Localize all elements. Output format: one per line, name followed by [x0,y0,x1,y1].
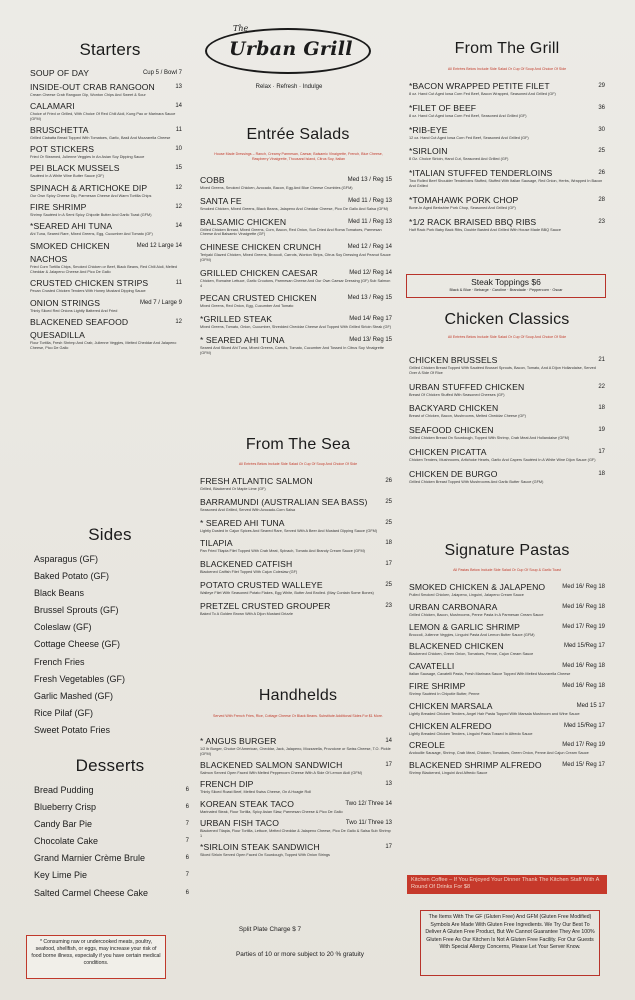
item-desc: Blackened Chicken, Green Onion, Tomatoes, Penne, Cajun Cream Sauce [409,652,534,657]
item-name: *SEARED AHI TUNA [30,221,113,232]
menu-item [30,317,182,327]
dessert-price: 6 [185,889,189,896]
item-price: 14 [175,102,182,109]
item-name: CHICKEN MARSALA [409,700,493,711]
item-price: 12 [175,184,182,191]
item-desc: 8 oz. Hand Cut Aged Iowa Corn Fed Beef, Seasoned And Grilled (GF) [409,113,527,118]
item-price: Med 15/Reg 17 [563,643,605,650]
item-name: FRENCH DIP [200,779,254,790]
side-item: Asparagus (GF) [34,554,99,564]
item-name: LEMON & GARLIC SHRIMP [409,621,520,632]
item-price: 17 [385,762,392,769]
dessert-name: Chocolate Cake [34,836,99,847]
handhelds-title: Handhelds [258,687,338,704]
dessert-name: Salted Carmel Cheese Cake [34,887,149,898]
side-item: Baked Potato (GF) [34,571,110,582]
side-item: Rice Pilaf (GF) [34,707,94,718]
menu-item [30,144,182,160]
menu-item [30,221,182,237]
item-name: SMOKED CHICKEN & JALAPENO [409,582,546,592]
item-name: BACKYARD CHICKEN [409,403,499,414]
item-price: Med 16/ Reg 18 [562,682,605,689]
menu-item [200,518,392,534]
item-name: BRUSCHETTA [30,124,89,135]
side-item: Coleslaw (GF) [34,622,92,633]
item-name: *1/2 RACK BRAISED BBQ RIBS [409,216,537,227]
item-name: *SIRLOIN STEAK SANDWICH [200,842,320,853]
item-price: 10 [175,146,182,153]
item-name: URBAN CARBONARA [409,601,498,612]
item-price: 11 [175,280,182,287]
item-desc: Lightly Breaded Chicken Tenders, Angel Hair Pasta Topped With Marsala Mushroom and Wine Sauce [409,711,580,716]
item-price: 26 [598,170,605,177]
logo-the: The [233,24,249,33]
item-price: 14 [385,738,392,744]
side-item: Black Beans [34,588,85,599]
from-the-grill-title: From The Grill [454,40,560,57]
item-name: SOUP OF DAY [30,68,90,78]
item-name: QUESADILLA [30,330,85,341]
item-desc: Fried Corn Tortilla Chips, Smoked Chicken or Beef, Black Beans, Red Chili Aioli, Melted Cheddar & Jalapeno Cheese And Pico De Gallo [30,265,178,274]
urban-grill-logo [205,22,373,86]
item-desc: Our Own Spicy Cheese Dip, Parmesan Cheese And Warm Tortilla Chips [30,193,152,198]
menu-item [200,760,392,776]
from-the-grill-note: All Entrées Below Include Side Salad Or Cup Of Soup And Choice Of Side [447,67,567,71]
item-name: SPINACH & ARTICHOKE DIP [30,182,148,193]
dessert-name: Blueberry Crisp [34,802,97,813]
item-desc: Blackened Catfish Filet Topped With Cajun Coleslaw (GF) [200,570,298,575]
item-desc: Broccoli, Julienne Veggies, Linguini Pasta And Lemon Butter Sauce (GFM) [409,632,535,637]
menu-item [409,740,605,756]
item-price: 25 [385,498,392,505]
menu-item [200,293,392,309]
item-name: CALAMARI [30,100,75,111]
menu-item [409,125,605,141]
item-name: *FILET OF BEEF [409,102,477,113]
item-price: 25 [385,519,392,526]
item-price: 25 [385,581,392,588]
menu-item [409,168,605,189]
item-name: *ITALIAN STUFFED TENDERLOINS [409,168,553,179]
menu-item [409,701,605,717]
menu-item [409,403,605,419]
item-price: 36 [598,104,605,111]
item-desc: Bone-In Aged Berkshire Pork Chop, Seasoned And Grilled (GF) [409,205,516,210]
item-name: CREOLE [409,740,445,751]
item-desc: Marinated Steak, Flour Tortilla, Spicy Asian Slaw, Parmesan Cheese & Pico De Gallo [200,809,343,814]
side-item: Brussel Sprouts (GF) [34,605,119,616]
item-name: *GRILLED STEAK [200,314,273,325]
item-name: CHICKEN ALFREDO [409,720,492,731]
item-desc: Seasoned And Grilled, Served With Avocado-Corn Salsa [200,507,296,512]
item-price: 18 [385,540,392,547]
item-name: URBAN STUFFED CHICKEN [409,381,525,392]
menu-item [200,580,392,596]
item-price: 17 [598,448,605,455]
handhelds-note: Served With French Fries, Rice, Cottage Cheese Or Black Beans. Substitute Additional Sides For $1 More. [213,714,383,718]
gratuity-note: Parties of 10 or more subject to 20 % gratuity [236,951,364,958]
item-price: 23 [385,602,392,609]
menu-item [409,760,605,776]
menu-item [200,538,392,554]
item-price: Med 11 / Reg 13 [348,197,392,204]
menu-item [409,382,605,398]
menu-item [200,314,392,330]
item-desc: Flour Tortilla, Fresh Shrimp And Crab, Julienne Veggies, Melted Cheddar And Jalapeno Cheese, Pico De Gallo [30,341,177,351]
menu-item [200,476,392,492]
menu-item [409,661,605,677]
signature-pastas-note: All Pastas Below Include Side Salad Or Cup Of Soup & Garlic Toast [453,568,561,572]
side-item: Sweet Potato Fries [34,724,111,735]
item-name: CHINESE CHICKEN CRUNCH [200,242,322,253]
item-name: * SEARED AHI TUNA [200,334,285,345]
dessert-price: 6 [185,855,189,862]
consumer-advisory-note: * Consuming raw or undercooked meats, poultry, seafood, shellfish, or eggs, may increase your risk of food borne illness, especially if you have certain medical conditions. [26,935,166,979]
item-name: CRUSTED CHICKEN STRIPS [30,278,149,289]
item-price: 17 [385,561,392,568]
menu-item [200,842,392,858]
item-price: Med 17/ Reg 19 [562,742,605,749]
sides-list [34,551,184,739]
item-desc: Teriyaki Glazed Chicken, Mixed Greens, Broccoli, Carrots, Wonton Strips, Citrus Soy Dressing And Peanut Sauce (GFM) [200,253,391,262]
entree-salads-note: House Made Dressings – Ranch, Creamy Parmesan, Caesar, Balsamic Vinaigrette, French, Blue Cheese, Raspberry Vinaigrette, Thousand Island, Citrus Soy, Italian [214,152,383,161]
item-price: Med 11 / Reg 13 [348,218,392,225]
menu-item [30,82,182,98]
steak-toppings-desc: Black & Blue · Bebarge · Caroline · Brandade · Peppercorn · Oscar [449,288,563,292]
item-name: INSIDE-OUT CRAB RANGOON [30,81,155,92]
dessert-item [34,885,189,902]
menu-item [200,818,392,839]
split-plate-charge: Split Plate Charge $ 7 [238,926,302,933]
dessert-name: Candy Bar Pie [34,819,93,830]
menu-item [30,183,182,199]
item-name: CAVATELLI [409,661,455,672]
item-desc: Grilled, Blackened Or Maple Lime (GF) [200,487,266,491]
item-price: 17 [385,844,392,851]
from-the-sea-note: All Entrées Below Include Side Salad Or Cup Of Soup And Choice Of Side [238,462,358,466]
menu-item [30,330,182,351]
item-desc: Thinly Sliced Red Onions Lightly Battered And Fried [30,308,118,313]
item-name: *RIB-EYE [409,124,448,135]
item-desc: Sautéed In A White Wine Butter Sauce (GF) [30,174,104,179]
item-name: * ANGUS BURGER [200,736,277,746]
item-name: *TOMAHAWK PORK CHOP [409,194,519,205]
menu-item [200,799,392,815]
item-price: 14 [175,223,182,230]
item-price: Med 12 / Reg 14 [347,244,392,251]
menu-item [30,298,182,314]
menu-item [30,101,182,122]
item-price: Med 7 / Large 9 [139,299,182,306]
menu-item [30,68,182,78]
menu-item [30,202,182,218]
item-desc: Pecan Crusted Chicken Tenders With Honey Mustard Dipping Sauce [30,289,146,294]
item-name: KOREAN STEAK TACO [200,798,295,809]
side-item: Cottage Cheese (GF) [34,639,121,650]
menu-item [200,601,392,617]
menu-item [200,497,392,513]
menu-item [409,622,605,638]
item-price: Med 13 / Reg 15 [347,177,392,183]
starters-title: Starters [79,40,141,59]
grill-list [409,81,605,238]
item-price: Med 16/ Reg 18 [562,603,605,610]
chicken-list [409,355,605,491]
menu-item [200,196,392,212]
from-the-sea-title: From The Sea [245,436,351,453]
item-desc: Walleye Filet With Seasoned Potato Flakes, Egg White, Butter And Broiled. (May Contain Some Bones) [200,590,374,595]
item-price: Two 11/ Three 13 [345,819,392,826]
item-price: Med 16/ Reg 18 [562,584,605,590]
item-name: FIRE SHRIMP [409,680,466,691]
item-desc: Breast of Chicken, Bacon, Mushrooms, Melted Cheddar Cheese (GF) [409,414,526,419]
menu-item [409,355,605,376]
item-price: 13 [385,781,392,788]
menu-item [200,736,392,757]
item-desc: Italian Sausage, Cavatelli Pasta, Fresh Marinara Sauce Topped With Melted Mozzarella Cheese [409,672,571,677]
kitchen-coffee-banner: Kitchen Coffee – If You Enjoyed Your Dinner Thank The Kitchen Staff With A Round Of Drinks For $8 [407,875,607,894]
item-name: *SIRLOIN [409,146,448,157]
menu-item [200,559,392,575]
dessert-name: Bread Pudding [34,785,94,795]
item-price: 22 [598,383,605,390]
item-desc: Salmon Served Open Faced With Melted Peppercorn Cheese With A Side Of Lemon Aioli (GFM) [200,771,363,776]
item-price: 26 [385,478,392,484]
menu-item [200,779,392,795]
item-price: 18 [598,470,605,477]
item-price: Med 16/ Reg 18 [562,663,605,670]
item-desc: Shrimp Sautéed In Chipotle Butter, Penne [409,691,480,696]
item-desc: Grilled Ciabatta Bread Topped With Tomatoes, Garlic, Basil And Mozzarella Cheese [30,135,171,140]
item-name: PRETZEL CRUSTED GROUPER [200,600,331,611]
item-price: Two 12/ Three 14 [345,800,392,807]
item-desc: Mixed Greens, Red Onion, Egg, Cucumber And Tomato [200,304,294,309]
dessert-item [34,782,189,799]
menu-item [200,175,392,191]
item-price: 25 [598,148,605,155]
item-price: 13 [175,83,182,90]
dessert-item [34,833,189,850]
starters-list [30,68,182,354]
item-name: BARRAMUNDI (AUSTRALIAN SEA BASS) [200,496,368,507]
dessert-price: 7 [185,838,189,845]
dessert-name: Key Lime Pie [34,870,88,881]
menu-item [30,241,182,251]
dessert-price: 7 [185,872,189,879]
menu-item [409,425,605,441]
salads-list [200,175,392,361]
item-desc: 8 oz. Hand Cut Aged Iowa Corn Fed Beef, Bacon Wrapped, Seasoned And Grilled (GF) [409,92,556,96]
item-name: NACHOS [30,254,68,265]
menu-item [30,125,182,141]
dessert-price: 6 [185,787,189,793]
sides-title: Sides [88,525,132,544]
item-price: 28 [598,196,605,203]
item-name: *BACON WRAPPED PETITE FILET [409,81,550,91]
menu-item [409,217,605,233]
side-item: Fresh Vegetables (GF) [34,673,126,684]
menu-item [30,254,182,275]
item-desc: Two Rolled Beef Shoulder Tenderloins Stuffed, Stuffed With Italian Sausage, Red Onion, Herbs, Wrapped In Bacon And Grilled [409,179,603,188]
menu-item [409,81,605,97]
item-price: Med 17/ Reg 19 [562,623,605,630]
item-price: Med 15 17 [576,702,605,709]
item-desc: Grilled Chicken Breast Topped With Mushrooms And Garlic Butter Sauce (GFM) [409,479,544,484]
item-desc: Shrimp Sautéed In A Semi Spicy Chipotle Butter And Garlic Toast (GFM) [30,213,152,218]
item-desc: Pulled Smoked Chicken, Jalapeno, Linguini, Jalapeno Cream Sauce [409,593,524,597]
item-price: 19 [598,427,605,434]
item-desc: Seared And Sliced Ahi Tuna, Mixed Greens, Carrots, Tomato, Cucumber And Tossed In Citrus Soy Vinaigrette (GFM) [200,345,385,355]
item-price: 15 [175,165,182,172]
item-price: 11 [175,126,182,133]
item-desc: Chicken Tenders, Mushrooms, Artichoke Hearts, Garlic And Capers Sautéed In A White Wine Dijon Sauce (GF) [409,457,596,462]
signature-pastas-title: Signature Pastas [444,542,570,559]
item-desc: Grilled Chicken Breast Topped With Sautéed Brussel Sprouts, Bacon, Tomato, And A Dijon Hollandaise, Served Over A Side Of Rice [409,366,596,375]
item-name: SEAFOOD CHICKEN [409,425,494,436]
item-name: * SEARED AHI TUNA [200,517,285,528]
item-desc: Half Rack Pork Baby Back Ribs, Double Basted And Grilled With House Made BBQ Sauce [409,227,561,232]
item-name: BLACKENED SHRIMP ALFREDO [409,760,542,771]
item-desc: 1/2 lb Burger, Choice Of American, Cheddar, Jack, Jalapeno, Mozzarella, Provolone or Swiss Cheese, T.O. Pickle (GFM) [200,747,391,756]
item-price: 18 [598,405,605,412]
item-desc: Fried Or Steamed, Julienne Veggies In An Asian Soy Dipping Sauce [30,155,145,160]
logo-name: Urban Grill [229,38,353,60]
item-price: Cup 5 / Bowl 7 [142,70,182,76]
item-desc: 12 oz. Hand Cut Aged Iowa Corn Fed Beef, Seasoned And Grilled (GF) [409,135,529,140]
item-price: Med 15/ Reg 17 [562,762,605,769]
item-name: PEI BLACK MUSSELS [30,163,120,174]
item-desc: Sliced Sirloin Served Open Faced On Sourdough, Topped With Onion Strings [200,853,330,858]
side-item: Garlic Mashed (GF) [34,690,114,701]
entree-salads-title: Entrée Salads [246,126,350,143]
item-price: 29 [598,83,605,89]
item-desc: Grilled Chicken, Bacon, Mushrooms, Penne Pasta In A Parmesan Cream Sauce [409,612,544,617]
item-name: ONION STRINGS [30,297,101,308]
item-price: 23 [598,218,605,225]
item-desc: Baked To A Golden Brown With A Dijon Mustard Drizzle [200,611,293,616]
item-name: PECAN CRUSTED CHICKEN [200,293,317,304]
item-name: POT STICKERS [30,144,95,155]
menu-item [409,602,605,618]
dessert-item [34,799,189,816]
item-desc: Mixed Greens, Smoked Chicken, Avocado, Bacon, Egg And Blue Cheese Crumbles (GFM) [200,186,353,190]
item-price: 12 [175,204,182,211]
tagline: Relax · Refresh · Indulge [255,84,323,90]
item-desc: Smoked Chicken, Mixed Greens, Black Beans, Jalapeno And Cheddar Cheese, Pico De Gallo And Salsa (GFM) [200,206,389,211]
menu-item [200,268,392,289]
item-name: BALSAMIC CHICKEN [200,216,287,227]
item-price: Med 12 Large 14 [136,242,182,249]
item-price: Med 15/Reg 17 [563,722,605,729]
side-item: French Fries [34,656,85,667]
dessert-price: 6 [185,804,189,811]
menu-item [200,242,392,263]
item-name: BLACKENED CHICKEN [409,641,504,652]
menu-item [409,681,605,697]
item-name: COBB [200,175,225,185]
menu-item [409,469,605,485]
item-desc: Grilled Chicken Breast On Sourdough, Topped With Shrimp, Crab Meat And Hollandaise (GFM) [409,436,570,441]
steak-toppings-title: Steak Toppings $6 [471,277,541,287]
dessert-item [34,867,189,884]
item-desc: Choice of Fried or Grilled, With Choice Of Red Chili Aioli, Kung Pao or Marinara Sauce (GFM) [30,111,176,121]
item-name: SANTA FE [200,195,242,206]
menu-item [30,278,182,294]
item-desc: Cream Cheese Crab Rangoon Dip, Wonton Chips And Sweet & Sour [30,92,146,97]
item-name: FIRE SHRIMP [30,202,87,213]
item-price: 21 [598,357,605,363]
item-desc: Ahi Tuna, Seared Rare, Mixed Greens, Egg, Cucumber And Tomato (GF) [30,232,153,237]
item-desc: Grilled Chicken Breast, Mixed Greens, Corn, Bacon, Red Onion, Sun Dried And Roma Tomatoes, Parmesan Cheese And Balsamic Vinaigrette (GF) [200,227,382,237]
dessert-item [34,816,189,833]
chicken-classics-note: All Entrées Below Include Side Salad Or Cup Of Soup And Choice Of Side [447,335,567,339]
item-desc: Thinly Sliced Roast Beef, Melted Swiss Cheese, On A Hoagie Roll [200,790,312,795]
menu-item [409,641,605,657]
item-name: CHICKEN BRUSSELS [409,355,498,365]
menu-item [200,217,392,238]
item-price: Med 13/ Reg 15 [349,336,392,343]
menu-item [200,335,392,356]
item-desc: 8 Oz. Choice Sirloin, Hand Cut, Seasoned And Grilled (GF) [409,157,509,162]
gluten-free-note: The Items With The GF (Gluten Free) And GFM (Gluten Free Modified) Symbols Are Made With Gluten Free Ingredients. We Try Our Best To Deliver A Gluten Free Product, But We Cannot Guarantee They Are 100% Gluten Free As Our Kitchen Is Not A Gluten Free Facility. For Our Guests With Special Allergy Concerns, Please Let Your Server Know. [420,910,600,976]
handhelds-list [200,736,392,861]
steak-toppings-box [406,274,606,298]
item-name: CHICKEN DE BURGO [409,468,498,479]
item-price: 12 [175,318,182,325]
item-name: BLACKENED SALMON SANDWICH [200,760,343,771]
menu-item [30,163,182,179]
item-name: GRILLED CHICKEN CAESAR [200,267,318,278]
item-desc: Lightly Breaded Chicken Tenders, Linguini Pasta Tossed In Alfredo Sauce [409,731,533,736]
item-name: URBAN FISH TACO [200,817,280,828]
item-desc: Pan Fried Tilapia Filet Topped With Crab Meat, Spinach, Tomato And Brandy Cream Sauce (GFM) [200,549,365,554]
item-price: Med 14/ Reg 17 [349,316,392,323]
item-desc: Blackened Tilapia, Flour Tortilla, Lettuce, Melted Cheddar & Jalapeno Cheese, Pico De Gallo & Salsa Sub Shrimp 1 [200,828,391,838]
item-name: POTATO CRUSTED WALLEYE [200,579,323,590]
chicken-classics-title: Chicken Classics [444,311,570,328]
item-desc: Andouille Sausage, Shrimp, Crab Meat, Chicken, Tomatoes, Green Onion, Penne And Cajun Cream Sauce [409,751,589,756]
item-desc: Shrimp Blackened, Linguini And Alfredo Sauce [409,771,488,776]
desserts-list [34,782,189,902]
item-desc: Lightly Dusted In Cajun Spices And Seared Rare, Served With A Beer And Mustard Dipping Sauce (GFM) [200,528,378,533]
dessert-item [34,850,189,867]
menu-item [409,146,605,162]
menu-item [409,721,605,737]
item-name: BLACKENED CATFISH [200,559,293,570]
dessert-price: 7 [185,821,189,828]
item-desc: Mixed Greens, Tomato, Onion, Cucumber, Shredded Cheddar Cheese And Topped With Grilled Sirloin Steak (GF) [200,325,392,330]
desserts-title: Desserts [75,756,145,775]
sea-list [200,476,392,622]
item-price: 30 [598,126,605,133]
item-name: BLACKENED SEAFOOD [30,316,129,327]
menu-item [409,582,605,598]
item-name: TILAPIA [200,538,233,549]
menu-item [409,195,605,211]
menu-item [409,447,605,463]
item-desc: Chicken, Romaine Lettuce, Garlic Croutons, Parmesan Cheese And Our Own Caesar Dressing (GF) Sub Salmon 4 [200,278,391,288]
pastas-list [409,582,605,780]
dessert-name: Grand Marnier Crème Brule [34,853,146,864]
item-desc: Breast Of Chicken Stuffed With Seasoned Cheeses (GF) [409,392,505,397]
item-name: FRESH ATLANTIC SALMON [200,476,313,486]
item-name: CHICKEN PICATTA [409,446,487,457]
menu-item [409,103,605,119]
item-price: Med 12/ Reg 14 [349,269,392,276]
item-price: Med 13 / Reg 15 [347,295,392,302]
item-name: SMOKED CHICKEN [30,240,110,251]
